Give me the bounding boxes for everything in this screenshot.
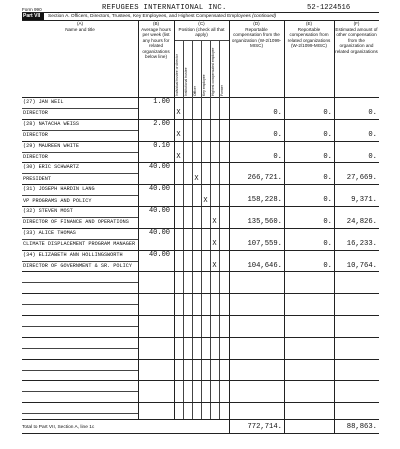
col-b-letter: (B) [152, 21, 160, 26]
grid-line-h [22, 228, 379, 229]
hours-per-week: 40.00 [148, 185, 170, 194]
col-a-letter: (A) [76, 21, 84, 26]
person-title: VP PROGRAMS AND POLICY [23, 197, 92, 204]
grid-line-h [22, 380, 379, 381]
grid-line-v [219, 40, 220, 419]
ein: 52-1224516 [307, 4, 351, 12]
grid-line-h [22, 217, 138, 218]
reportable-comp: 266,721. [247, 174, 282, 183]
grid-line-v [192, 40, 193, 419]
grid-line-h [22, 402, 379, 403]
grid-line-h [22, 261, 138, 262]
form-label: Form 990 [22, 7, 42, 12]
person-title: DIRECTOR OF GOVERNMENT & SR. POLICY [23, 263, 132, 269]
position-check: X [212, 218, 217, 227]
position-check: X [176, 131, 181, 140]
grid-line-h [22, 195, 138, 196]
col-f-title: Estimated amount of other compensation from the organization and related organizations [335, 27, 378, 54]
other-comp: 0. [368, 130, 377, 139]
hours-per-week: 0.10 [153, 141, 170, 150]
col-e-letter: (E) [305, 21, 313, 26]
related-comp: 0. [323, 130, 332, 139]
hours-per-week: 40.00 [148, 228, 170, 237]
other-comp: 10,764. [346, 261, 377, 270]
person-name: (27) JAN WEIL [23, 99, 64, 105]
grid-line-h [22, 173, 138, 174]
person-name: (31) JOSEPH HARDIN LANG [23, 186, 95, 193]
col-b-title: Average hours per week (list any hours for related organizations below line) [141, 27, 171, 60]
reportable-comp: 0. [273, 130, 282, 139]
grid-line-v [183, 40, 184, 419]
person-title: DIRECTOR [23, 132, 48, 139]
person-title: CLIMATE DISPLACEMENT PROGRAM MANAGER [23, 241, 136, 248]
reportable-comp: 158,228. [247, 196, 282, 205]
grid-line-h [22, 337, 379, 338]
section-title [48, 13, 276, 20]
grid-line-h [22, 282, 138, 283]
grid-line-v [210, 40, 211, 419]
person-title: PRESIDENT [23, 175, 52, 182]
grid-line-h [22, 250, 379, 251]
part-label: Part VII [23, 13, 41, 19]
person-name: (33) ALICE THOMAS [23, 229, 76, 236]
grid-line-h [22, 206, 379, 207]
total-other-comp: 88,863. [346, 423, 377, 431]
col-e-title: Reportable compensation from related organizations (W-2/1099-MISC) [287, 27, 331, 49]
grid-line-h [22, 419, 379, 420]
related-comp: 0. [323, 239, 332, 248]
related-comp: 0. [323, 174, 332, 183]
position-check: X [176, 109, 181, 118]
org-name: REFUGEES INTERNATIONAL INC. [102, 4, 227, 12]
position-check: X [176, 153, 181, 161]
grid-line-h [22, 315, 379, 316]
section-title-suffix: (continued) [252, 14, 277, 19]
position-check: X [203, 196, 208, 205]
related-comp: 0. [323, 261, 332, 270]
position-check: X [194, 174, 199, 183]
section-title-text: Section A. Officers, Directors, Trustees, Key Employees, and Highest Compensated Employees [48, 14, 251, 19]
grid-line-h [22, 359, 379, 360]
person-name: (28) NATACHA WEISS [23, 120, 80, 127]
grid-line-h [22, 433, 379, 434]
grid-line-h [22, 271, 379, 272]
related-comp: 0. [323, 196, 332, 205]
grid-line-h [22, 326, 138, 327]
grid-line-h [22, 184, 379, 185]
col-f-letter: (F) [353, 21, 360, 26]
reportable-comp: 0. [273, 152, 282, 161]
grid-line-h [22, 370, 138, 371]
hours-per-week: 2.00 [153, 119, 170, 128]
person-title: DIRECTOR [23, 110, 48, 117]
reportable-comp: 104,646. [247, 261, 282, 270]
grid-line-v [201, 40, 202, 419]
hours-per-week: 40.00 [148, 207, 170, 215]
hours-per-week: 40.00 [148, 163, 170, 172]
reportable-comp: 0. [273, 108, 282, 117]
grid-line-h [22, 304, 138, 305]
col-c-title: Position (check all that apply) [178, 27, 225, 38]
person-title: DIRECTOR [23, 154, 48, 160]
col-d-title: Reportable compensation from the organization (W-2/1099-MISC) [231, 27, 282, 49]
related-comp: 0. [323, 108, 332, 117]
grid-line-h [22, 108, 138, 109]
grid-line-h [22, 130, 138, 131]
grid-line-h [22, 162, 379, 163]
related-comp: 0. [323, 152, 332, 161]
col-a-title: Name and title [65, 27, 95, 32]
person-name: (32) STEVEN MOST [23, 208, 73, 214]
check-header-highest-compensated: Highest compensated employee [211, 47, 215, 96]
check-header-individual-trustee: Individual trustee or director [175, 54, 179, 96]
check-header-institutional-trustee: Institutional trustee [184, 67, 188, 96]
other-comp: 24,826. [346, 217, 377, 226]
check-header-officer: Officer [193, 86, 197, 96]
grid-line-h [22, 391, 138, 392]
person-title: DIRECTOR OF FINANCE AND OPERATIONS [23, 219, 129, 226]
grid-line-h [22, 119, 379, 120]
grid-line-h [22, 141, 379, 142]
other-comp: 16,233. [346, 239, 377, 248]
related-comp: 0. [323, 217, 332, 226]
total-reportable-comp: 772,714. [247, 423, 282, 431]
grid-line-h [22, 239, 138, 240]
position-check: X [212, 240, 217, 249]
other-comp: 27,669. [346, 174, 377, 183]
grid-line-v [284, 419, 285, 433]
col-c-letter: (C) [198, 21, 205, 26]
grid-line-h [22, 413, 138, 414]
grid-line-h [22, 152, 138, 153]
hours-per-week: 40.00 [148, 250, 170, 259]
total-label: Total to Part VII, Section A, line 1c [22, 425, 95, 430]
reportable-comp: 135,560. [247, 217, 282, 226]
grid-line-h [22, 293, 379, 294]
other-comp: 0. [368, 152, 377, 161]
other-comp: 9,371. [351, 196, 377, 205]
person-name: (29) MAUREEN WHITE [23, 142, 80, 149]
person-name: (34) ELIZABETH ANN HOLLINGSWORTH [23, 251, 123, 258]
position-check: X [212, 262, 217, 270]
hours-per-week: 1.00 [153, 98, 170, 106]
col-d-letter: (D) [253, 21, 260, 26]
check-header-former: Former [220, 85, 224, 96]
grid-line-h [22, 348, 138, 349]
check-header-key-employee: Key employee [202, 74, 206, 96]
reportable-comp: 107,559. [247, 239, 282, 248]
other-comp: 0. [368, 108, 377, 117]
person-name: (30) ERIC SCHWARTZ [23, 164, 80, 171]
